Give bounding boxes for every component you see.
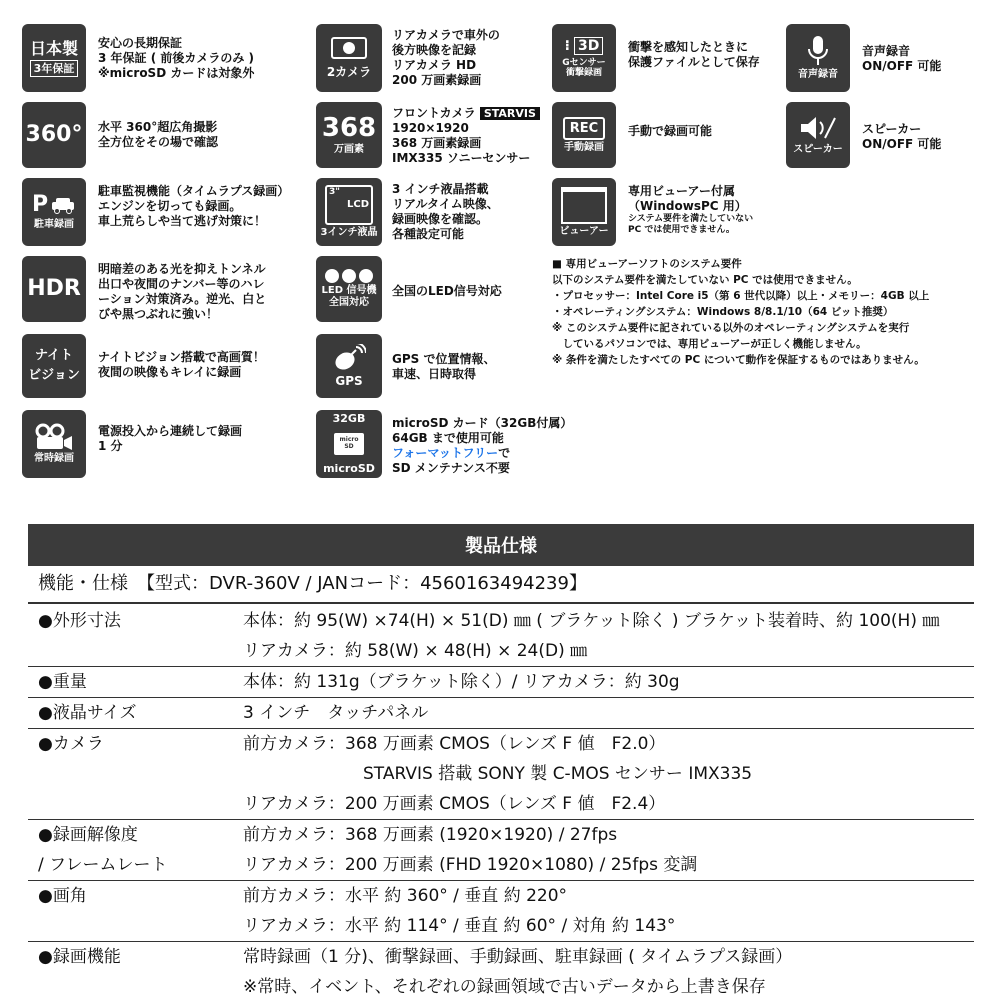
spec-label [28, 881, 243, 941]
value-line: 3 インチ タッチパネル [243, 703, 429, 723]
spec-value [243, 606, 974, 666]
spec-value [243, 729, 974, 819]
text-line: 200 万画素録画 [392, 73, 482, 87]
text-line: 以下のシステム要件を満たしていない PC では使用できません。 [552, 274, 858, 286]
text-line: 音声録音 [862, 44, 911, 58]
lcd-touch-icon [316, 178, 382, 246]
wide-angle-text [98, 120, 218, 150]
text-line: 1 分 [98, 439, 123, 453]
text-line: リアカメラで車外の [392, 28, 500, 42]
value-line: 前方カメラ：368 万画素 (1920×1920) / 27fps [243, 825, 618, 845]
text-line: 電源投入から連続して録画 [98, 424, 243, 438]
icon-text: 368 [321, 112, 377, 143]
text-span: で [498, 446, 511, 460]
value-line: ※常時、イベント、それぞれの録画領域で古いデータから上書き保存 [243, 977, 766, 997]
icon-text: REC [563, 117, 605, 140]
film-camera-icon [34, 423, 74, 451]
rec-icon [552, 102, 616, 168]
microsd-text [392, 416, 572, 476]
spec-value [243, 667, 974, 697]
icon-text: ビューアー [559, 225, 609, 237]
icon-text: Gセンサー 衝撃録画 [562, 58, 606, 78]
gps-satellite-icon [316, 334, 382, 398]
icon-text: HDR [27, 275, 81, 301]
text-line: 衝撃を感知したときに [628, 40, 749, 54]
spec-row-angle [28, 881, 974, 942]
text-line: ・オペレーティングシステム：Windows 8/8.1/10（64 ビット推奨） [552, 306, 894, 318]
icon-text: micro SD [339, 436, 359, 450]
icon-text: LCD [346, 199, 369, 210]
text-line [392, 446, 572, 461]
text-line: リアルタイム映像、 [392, 197, 499, 211]
rear-camera-icon [316, 24, 382, 92]
warranty-text [98, 36, 254, 81]
icon-text: 万画素 [334, 144, 364, 156]
text-line: 車速、日時取得 [392, 367, 477, 381]
text-line: 3 インチ液晶搭載 [392, 182, 489, 196]
spec-value [243, 698, 974, 728]
spec-row-lcd [28, 698, 974, 729]
text-line: 3 年保証 ( 前後カメラのみ ) [98, 51, 255, 65]
g-sensor-icon [552, 24, 616, 92]
icon-text: 日本製 [29, 38, 78, 58]
audio-text [862, 44, 941, 74]
text-line: ■ 専用ビューアーソフトのシステム要件 [552, 258, 742, 270]
mic-icon [806, 35, 830, 67]
text-line: ※ 条件を満たしたすべての PC について動作を保証するものではありません。 [552, 354, 925, 366]
sd-card-shape [334, 433, 364, 455]
text-line: 全方位をその場で確認 [98, 135, 219, 149]
label-text: / フレームレート [38, 855, 168, 875]
label-text: ●録画機能 [38, 947, 121, 967]
icon-text: スピーカー [793, 144, 843, 155]
icon-text: 常時録画 [34, 453, 74, 464]
spec-label [28, 698, 243, 728]
gsensor-graphic: ⁝ 3D [565, 37, 604, 55]
value-line: 常時録画（1 分)、衝撃録画、手動録画、駐車録画 ( タイムラプス録画） [243, 947, 793, 967]
text-line: 全国のLED信号対応 [392, 284, 502, 298]
text-line: ・プロセッサー：Intel Core i5（第 6 世代以降）以上・メモリー：4GB 以上 [552, 290, 930, 302]
label-text: ●画角 [38, 886, 87, 906]
parking-car-icon [22, 178, 86, 246]
text-line: ナイトビジョン搭載で高画質！ [98, 350, 265, 364]
text-line: SD メンテナンス不要 [392, 461, 510, 475]
label-text: ●カメラ [38, 734, 104, 754]
text-line: ON/OFF 可能 [862, 59, 942, 73]
text-line: びや黒つぶれに強い！ [98, 307, 219, 321]
spec-row-recording [28, 942, 974, 1002]
value-line: 本体：約 95(W) ×74(H) × 51(D) ㎜ ( ブラケット除く ) ブラケット装着時、約 100(H) ㎜ [243, 611, 940, 631]
manual-record-text [628, 124, 712, 139]
speaker-mute-icon [799, 114, 837, 142]
icon-text: ナイト ビジョン [28, 348, 80, 383]
megapixel-icon [316, 102, 382, 168]
value-line: リアカメラ：約 58(W) × 48(H) × 24(D) ㎜ [243, 641, 588, 661]
value-line: 本体：約 131g（ブラケット除く）/ リアカメラ：約 30g [243, 672, 680, 692]
text-line: 各種設定可能 [392, 227, 465, 241]
parking-text [98, 184, 289, 229]
rear-camera-text [392, 28, 500, 88]
text-line: 水平 360°超広角撮影 [98, 120, 218, 134]
text-line: 録画映像を確認。 [392, 212, 489, 226]
text-line: ※microSD カードは対象外 [98, 66, 255, 80]
label-text: ●外形寸法 [38, 611, 121, 631]
text-line: ON/OFF 可能 [862, 137, 942, 151]
speaker-text [862, 122, 941, 152]
spec-row-camera [28, 729, 974, 820]
spec-row-weight [28, 667, 974, 698]
starvis-badge: STARVIS [480, 107, 540, 120]
icon-text: GPS [335, 373, 363, 388]
icon-text: LED 信号機 全国対応 [321, 285, 377, 308]
format-free-text: フォーマットフリー [392, 446, 499, 460]
label-text: ●重量 [38, 672, 87, 692]
spec-label [28, 606, 243, 666]
text-line: スピーカー [862, 122, 922, 136]
icon-text: 3年保証 [30, 60, 79, 77]
satellite-icon [332, 344, 366, 372]
video-camera-icon [22, 410, 86, 478]
spec-label [28, 667, 243, 697]
window-shape [561, 187, 607, 224]
label-text: ●録画解像度 [38, 825, 138, 845]
text-line: 保護ファイルとして保存 [628, 55, 760, 69]
text-line: （WindowsPC 用） [628, 199, 747, 213]
viewer-text [628, 184, 753, 236]
spec-value [243, 881, 974, 941]
text-line: 64GB まで使用可能 [392, 431, 504, 445]
text-line: 専用ビューアー付属 [628, 184, 736, 198]
text-line: ※ このシステム要件に記されている以外のオペレーティングシステムを実行 [552, 322, 910, 334]
camera-icon [331, 37, 367, 59]
text-span: フロントカメラ [392, 106, 476, 120]
led-signal-icon [316, 256, 382, 322]
led-text [392, 284, 502, 299]
spec-label [28, 942, 243, 1002]
lcd-text [392, 182, 499, 242]
spec-label [28, 820, 243, 880]
continuous-text [98, 424, 242, 454]
spec-value [243, 942, 974, 1002]
icon-text: 3D [574, 37, 603, 55]
icon-text: 2カメラ [326, 64, 372, 79]
text-line: microSD カード（32GB付属） [392, 416, 573, 430]
icon-text: 3" [329, 187, 340, 197]
g-sensor-text [628, 40, 760, 70]
text-line: 出口や夜間のナンバー等のハレ [98, 277, 265, 291]
text-line: ーション対策済み。逆光、白と [98, 292, 267, 306]
360-degree-icon [22, 102, 86, 168]
text-line: エンジンを切っても録画。 [98, 199, 242, 213]
text-line: GPS で位置情報、 [392, 352, 496, 366]
text-line: しているパソコンでは、専用ビューアーが正しく機能しません。 [552, 338, 867, 350]
microsd-card-icon [316, 410, 382, 478]
text-line: 368 万画素録画 [392, 136, 482, 150]
gps-text [392, 352, 495, 382]
icon-text: P [31, 191, 49, 217]
model-line: 機能・仕様 【型式：DVR-360V / JANコード：4560163494239】 [38, 573, 587, 594]
label-text: ●液晶サイズ [38, 703, 137, 723]
microphone-icon [786, 24, 850, 92]
text-line [392, 106, 540, 121]
made-in-japan-icon [22, 24, 86, 92]
icon-text: 駐車録画 [34, 219, 74, 231]
icon-text: 手動録画 [564, 141, 604, 153]
value-line: 前方カメラ：368 万画素 CMOS（レンズ F 値 F2.0） [243, 734, 666, 754]
lcd-frame [325, 185, 373, 225]
viewer-window-icon [552, 178, 616, 246]
value-line: リアカメラ：200 万画素 CMOS（レンズ F 値 F2.4） [243, 794, 666, 814]
traffic-light-icon [325, 269, 373, 283]
text-line: 夜間の映像もキレイに録画 [98, 365, 242, 379]
icon-text: 32GB [332, 412, 366, 425]
icon-text: 360° [25, 121, 83, 147]
spec-model-row [28, 566, 974, 604]
value-line: リアカメラ：水平 約 114° / 垂直 約 60° / 対角 約 143° [243, 916, 676, 936]
night-vision-text [98, 350, 265, 380]
spec-row-resolution [28, 820, 974, 881]
spec-title: 製品仕様 [465, 536, 537, 557]
text-line: 安心の長期保証 [98, 36, 183, 50]
spec-table [28, 566, 974, 1002]
car-icon [50, 196, 76, 214]
text-line: IMX335 ソニーセンサー [392, 151, 531, 165]
hdr-text [98, 262, 266, 322]
text-line: 明暗差のある光を抑えトンネル [98, 262, 266, 276]
front-camera-text [392, 106, 540, 166]
text-line: 後方映像を記録 [392, 43, 477, 57]
spec-label [28, 729, 243, 819]
value-line: リアカメラ：200 万画素 (FHD 1920×1080) / 25fps 変調 [243, 855, 698, 875]
spec-value [243, 820, 974, 880]
spec-row-dimensions [28, 604, 974, 667]
system-requirements [552, 256, 929, 368]
text-line: PC では使用できません。 [628, 225, 735, 235]
text-line: 手動で録画可能 [628, 124, 713, 138]
text-line: 車上荒らしや当て逃げ対策に！ [98, 214, 267, 228]
spec-title-bar [28, 524, 974, 566]
hdr-icon [22, 256, 86, 322]
value-line: STARVIS 搭載 SONY 製 C-MOS センサー IMX335 [363, 764, 753, 784]
speaker-icon [786, 102, 850, 168]
text-line: 駐車監視機能（タイムラプス録画） [98, 184, 290, 198]
text-line: 1920×1920 [392, 121, 469, 135]
icon-text: 3インチ液晶 [320, 227, 378, 238]
icon-text: microSD [323, 461, 375, 475]
value-line: 前方カメラ：水平 約 360° / 垂直 約 220° [243, 886, 568, 906]
text-line: リアカメラ HD [392, 58, 477, 72]
night-vision-icon [22, 334, 86, 398]
icon-text: 音声録音 [798, 69, 838, 80]
text-line: システム要件を満たしていない [628, 214, 754, 224]
